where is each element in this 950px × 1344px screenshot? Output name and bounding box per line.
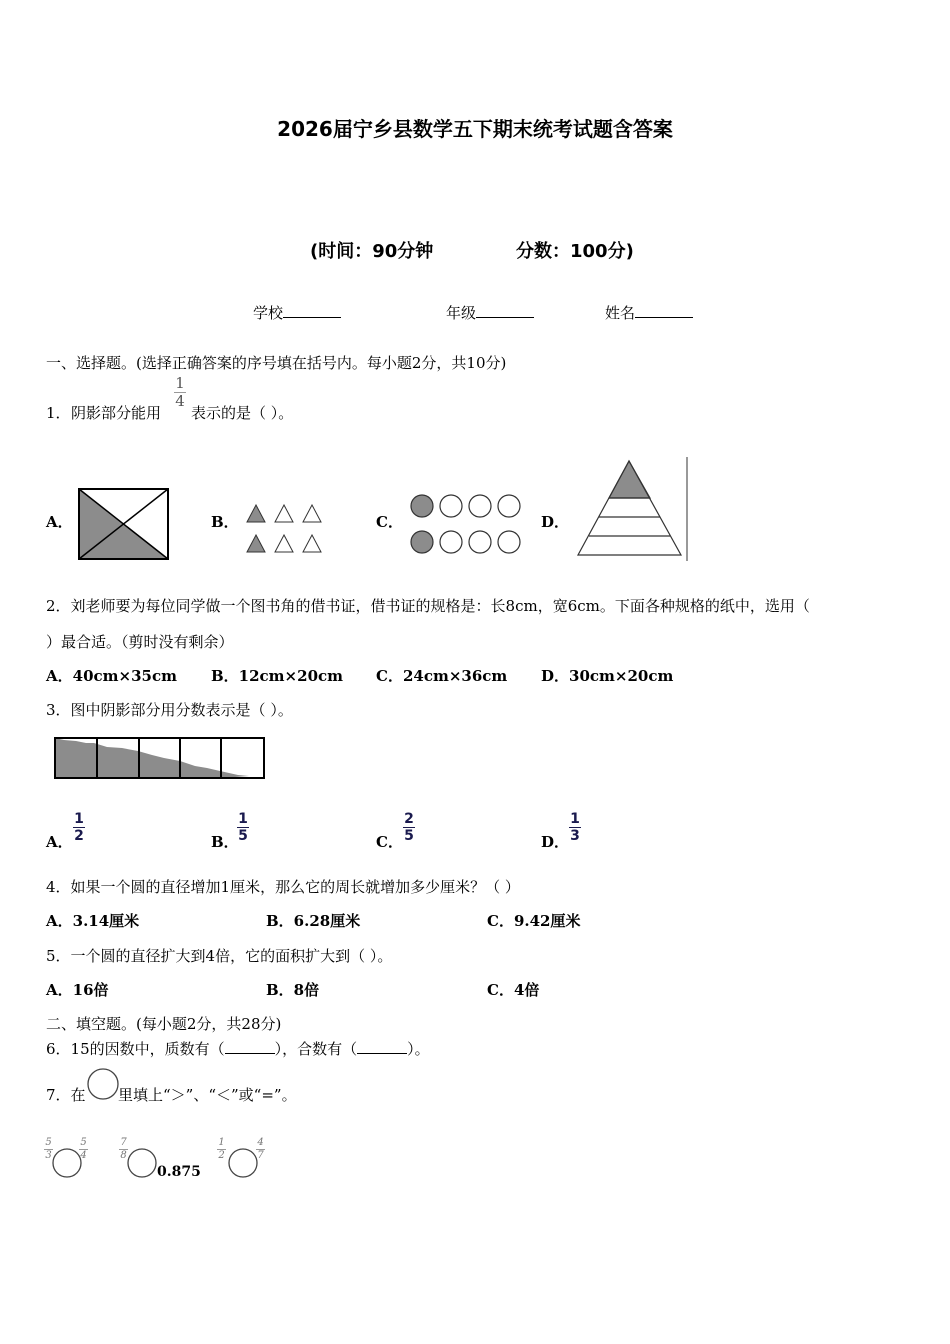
school-blank[interactable] xyxy=(283,303,341,318)
q7-item3-compare-circle[interactable] xyxy=(226,1147,260,1179)
q7-pre: 7．在 xyxy=(46,1086,86,1104)
q3-d-den: 3 xyxy=(570,828,580,844)
q3-a-num: 1 xyxy=(74,811,84,827)
q7-item2-right-value: 0.875 xyxy=(157,1164,201,1180)
q3-c-num: 2 xyxy=(404,811,414,827)
q1-frac-den: 4 xyxy=(175,392,185,410)
triangle-6 xyxy=(303,535,321,552)
q7-item3-right-den: 7 xyxy=(257,1150,264,1161)
q3-figure xyxy=(52,735,267,781)
q7-item3-left-num: 1 xyxy=(218,1137,225,1148)
triangle-2 xyxy=(275,505,293,522)
q5-option-a[interactable]: A．16倍 xyxy=(46,981,109,999)
q3-shaded-area xyxy=(55,738,249,778)
circle-8 xyxy=(498,531,520,553)
name-label: 姓名 xyxy=(605,304,636,322)
q1-option-c-figure[interactable] xyxy=(407,491,525,557)
q6-pre: 6．15的因数中，质数有（ xyxy=(46,1040,225,1058)
triangle-shaded-4 xyxy=(247,535,265,552)
grade-label: 年级 xyxy=(446,304,477,322)
q1-fraction xyxy=(174,376,186,409)
q3-option-a-label[interactable]: A． xyxy=(46,833,73,851)
q3-d-num: 1 xyxy=(570,811,580,827)
q3-option-c-label[interactable]: C． xyxy=(376,833,403,851)
q3-a-den: 2 xyxy=(74,828,84,844)
q7-item1-left-num: 5 xyxy=(45,1137,52,1148)
q3-c-den: 5 xyxy=(404,828,414,844)
q3-option-d-label[interactable]: D． xyxy=(541,833,570,851)
pyramid-top-shaded xyxy=(609,461,650,498)
q7-item3-left-fraction xyxy=(217,1138,226,1161)
circle-6 xyxy=(440,531,462,553)
triangle-5 xyxy=(275,535,293,552)
q1-option-a-label[interactable]: A． xyxy=(46,513,73,531)
q1-pre: 阴影部分能用 xyxy=(71,404,162,422)
q2-option-a[interactable]: A．40cm×35cm xyxy=(46,667,177,685)
exam-score: 分数：100分) xyxy=(516,241,634,262)
q7-item2-compare-circle[interactable] xyxy=(125,1147,159,1179)
q2-option-b[interactable]: B．12cm×20cm xyxy=(211,667,344,685)
q1-frac-num: 1 xyxy=(175,374,185,392)
section2-heading: 二、填空题。(每小题2分，共28分) xyxy=(46,1015,282,1033)
school-field xyxy=(253,302,341,323)
q7-item1-right-num: 5 xyxy=(80,1137,87,1148)
q7-item3-right-fraction xyxy=(256,1138,265,1161)
page-title: 2026届宁乡县数学五下期末统考试题含答案 xyxy=(277,117,673,141)
q7-item3-right-num: 4 xyxy=(257,1137,264,1148)
q2-line1: 2．刘老师要为每位同学做一个图书角的借书证，借书证的规格是：长8cm，宽6cm。下面各种规格的纸中，选用（ xyxy=(46,597,810,615)
q3-b-den: 5 xyxy=(238,828,248,844)
q1-option-a-figure[interactable] xyxy=(77,487,170,562)
q5-option-c[interactable]: C．4倍 xyxy=(487,981,540,999)
q7-item2-left-den: 8 xyxy=(120,1150,127,1161)
triangle-shaded-1 xyxy=(247,505,265,522)
circle-3 xyxy=(469,495,491,517)
q1-option-c-label[interactable]: C． xyxy=(376,513,403,531)
q2-option-d[interactable]: D．30cm×20cm xyxy=(541,667,674,685)
school-label: 学校 xyxy=(253,304,284,322)
q6-blank-primes[interactable] xyxy=(225,1041,275,1054)
q7-circle-icon xyxy=(86,1067,120,1101)
q3-stem: 3．图中阴影部分用分数表示是（ ）。 xyxy=(46,701,293,719)
grade-field xyxy=(446,302,534,323)
q1-option-b-label[interactable]: B． xyxy=(211,513,239,531)
q3-option-b-fraction[interactable] xyxy=(237,812,249,843)
q1-num: 1． xyxy=(46,404,71,422)
q3-b-num: 1 xyxy=(238,811,248,827)
q1-option-d-figure[interactable] xyxy=(575,456,691,562)
q5-stem: 5．一个圆的直径扩大到4倍，它的面积扩大到（ ）。 xyxy=(46,947,393,965)
q7-item2-left-num: 7 xyxy=(120,1137,127,1148)
q3-option-d-fraction[interactable] xyxy=(569,812,581,843)
q5-option-b[interactable]: B．8倍 xyxy=(266,981,320,999)
q4-option-b[interactable]: B．6.28厘米 xyxy=(266,912,361,930)
q3-option-b-label[interactable]: B． xyxy=(211,833,239,851)
circle-shaded-1 xyxy=(411,495,433,517)
q6-post: ）。 xyxy=(407,1040,430,1058)
name-blank[interactable] xyxy=(635,303,693,318)
q1-option-d-label[interactable]: D． xyxy=(541,513,570,531)
section1-heading: 一、选择题。(选择正确答案的序号填在括号内。每小题2分，共10分) xyxy=(46,354,507,372)
q4-stem: 4．如果一个圆的直径增加1厘米，那么它的周长就增加多少厘米？（ ） xyxy=(46,878,520,896)
circle-2 xyxy=(440,495,462,517)
q2-option-c[interactable]: C．24cm×36cm xyxy=(376,667,508,685)
q1-option-b-figure[interactable] xyxy=(244,502,326,556)
q7-post: 里填上“＞”、“＜”或“=”。 xyxy=(118,1086,297,1104)
q7-item1-right-den: 4 xyxy=(80,1150,87,1161)
q7-item3-left-den: 2 xyxy=(218,1150,225,1161)
q1-post: 表示的是（ ）。 xyxy=(191,404,294,422)
q3-option-c-fraction[interactable] xyxy=(403,812,415,843)
name-field xyxy=(605,302,693,323)
q6-blank-composites[interactable] xyxy=(357,1041,407,1054)
q6-stem xyxy=(46,1038,430,1059)
circle-shaded-5 xyxy=(411,531,433,553)
grade-blank[interactable] xyxy=(476,303,534,318)
triangle-3 xyxy=(303,505,321,522)
circle-4 xyxy=(498,495,520,517)
q2-line2: ）最合适。（剪时没有剩余） xyxy=(46,633,234,651)
q4-option-a[interactable]: A．3.14厘米 xyxy=(46,912,140,930)
q6-mid: ），合数有（ xyxy=(274,1040,358,1058)
circle-7 xyxy=(469,531,491,553)
q7-item1-right-fraction xyxy=(79,1138,88,1161)
q7-item1-left-den: 3 xyxy=(45,1150,52,1161)
q4-option-c[interactable]: C．9.42厘米 xyxy=(487,912,581,930)
q3-option-a-fraction[interactable] xyxy=(73,812,85,843)
exam-time: (时间：90分钟 xyxy=(310,241,434,262)
